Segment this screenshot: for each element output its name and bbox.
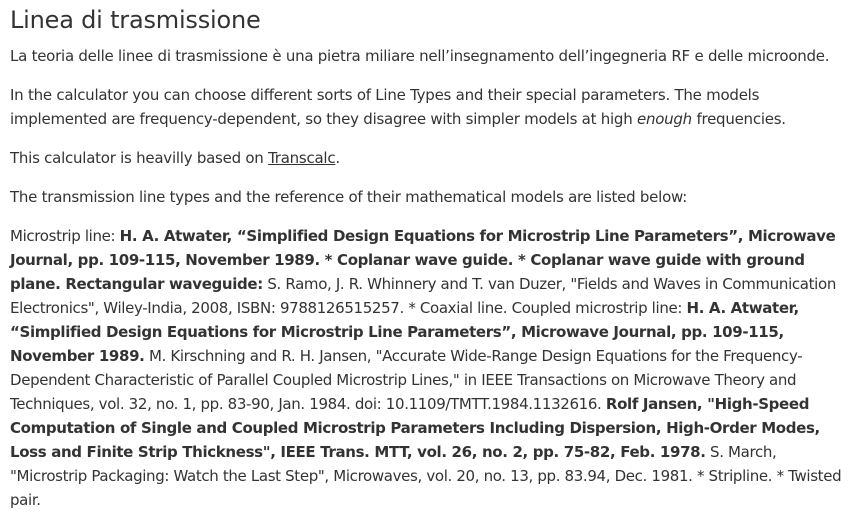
based-on-paragraph bbox=[10, 146, 850, 170]
ref-text-1: Microstrip line: bbox=[10, 227, 120, 245]
based-on-period: . bbox=[335, 149, 340, 167]
list-intro-paragraph: The transmission line types and the reference of their mathematical models are listed below: bbox=[10, 188, 688, 206]
ref-bold-1: H. A. Atwater, “Simplified Design Equations for Microstrip Line Parameters”, Microwave Journal, pp. 109-115, November 1989. * Coplanar wave guide. * Coplanar wave guide with ground plane. Rectangular waveguide: bbox=[10, 227, 836, 293]
ref-text-3: M. Kirschning and R. H. Jansen, "Accurate Wide-Range Design Equations for the Frequency-Dependent Characteristic of Parallel Coupled Microstrip Lines," in IEEE Transactions on Microwave Theory and Techniques, vol. 32, no. 1, pp. 83-90, Jan. 1984. doi: 10.1109/TMTT.1984.1132616. bbox=[10, 347, 803, 413]
calculator-text-end: frequencies. bbox=[691, 110, 786, 128]
intro-paragraph: La teoria delle linee di trasmissione è una pietra miliare nell’insegnamento dell’ingegneria RF e delle microonde. bbox=[10, 47, 830, 65]
page-title: Linea di trasmissione bbox=[10, 6, 261, 34]
calculator-paragraph bbox=[10, 83, 850, 131]
references-paragraph bbox=[10, 224, 850, 512]
ref-text-4: S. March, "Microstrip Packaging: Watch the Last Step", Microwaves, vol. 20, no. 13, pp. 83.94, Dec. 1981. * Stripline. * Twisted pair. bbox=[10, 443, 842, 509]
ref-text-2: S. Ramo, J. R. Whinnery and T. van Duzer, "Fields and Waves in Communication Electronics", Wiley-India, 2008, ISBN: 9788126515257. * Coaxial line. Coupled microstrip line: bbox=[10, 275, 836, 317]
ref-bold-2: H. A. Atwater, “Simplified Design Equations for Microstrip Line Parameters”, Microwave Journal, pp. 109-115, November 1989. bbox=[10, 299, 799, 365]
based-on-text: This calculator is heavilly based on bbox=[10, 149, 269, 167]
transcalc-link[interactable]: Transcalc bbox=[268, 149, 336, 167]
calculator-text: In the calculator you can choose different sorts of Line Types and their special parameters. The models implemented are frequency-dependent, so they disagree with simpler models at high bbox=[10, 86, 760, 128]
ref-bold-3: Rolf Jansen, "High-Speed Computation of Single and Coupled Microstrip Parameters Including Dispersion, High-Order Modes, Loss and Finite Strip Thickness", IEEE Trans. MTT, vol. 26, no. 2, pp. 75-82, Feb. 1978. bbox=[10, 395, 820, 461]
emphasis-enough: enough bbox=[636, 110, 692, 128]
